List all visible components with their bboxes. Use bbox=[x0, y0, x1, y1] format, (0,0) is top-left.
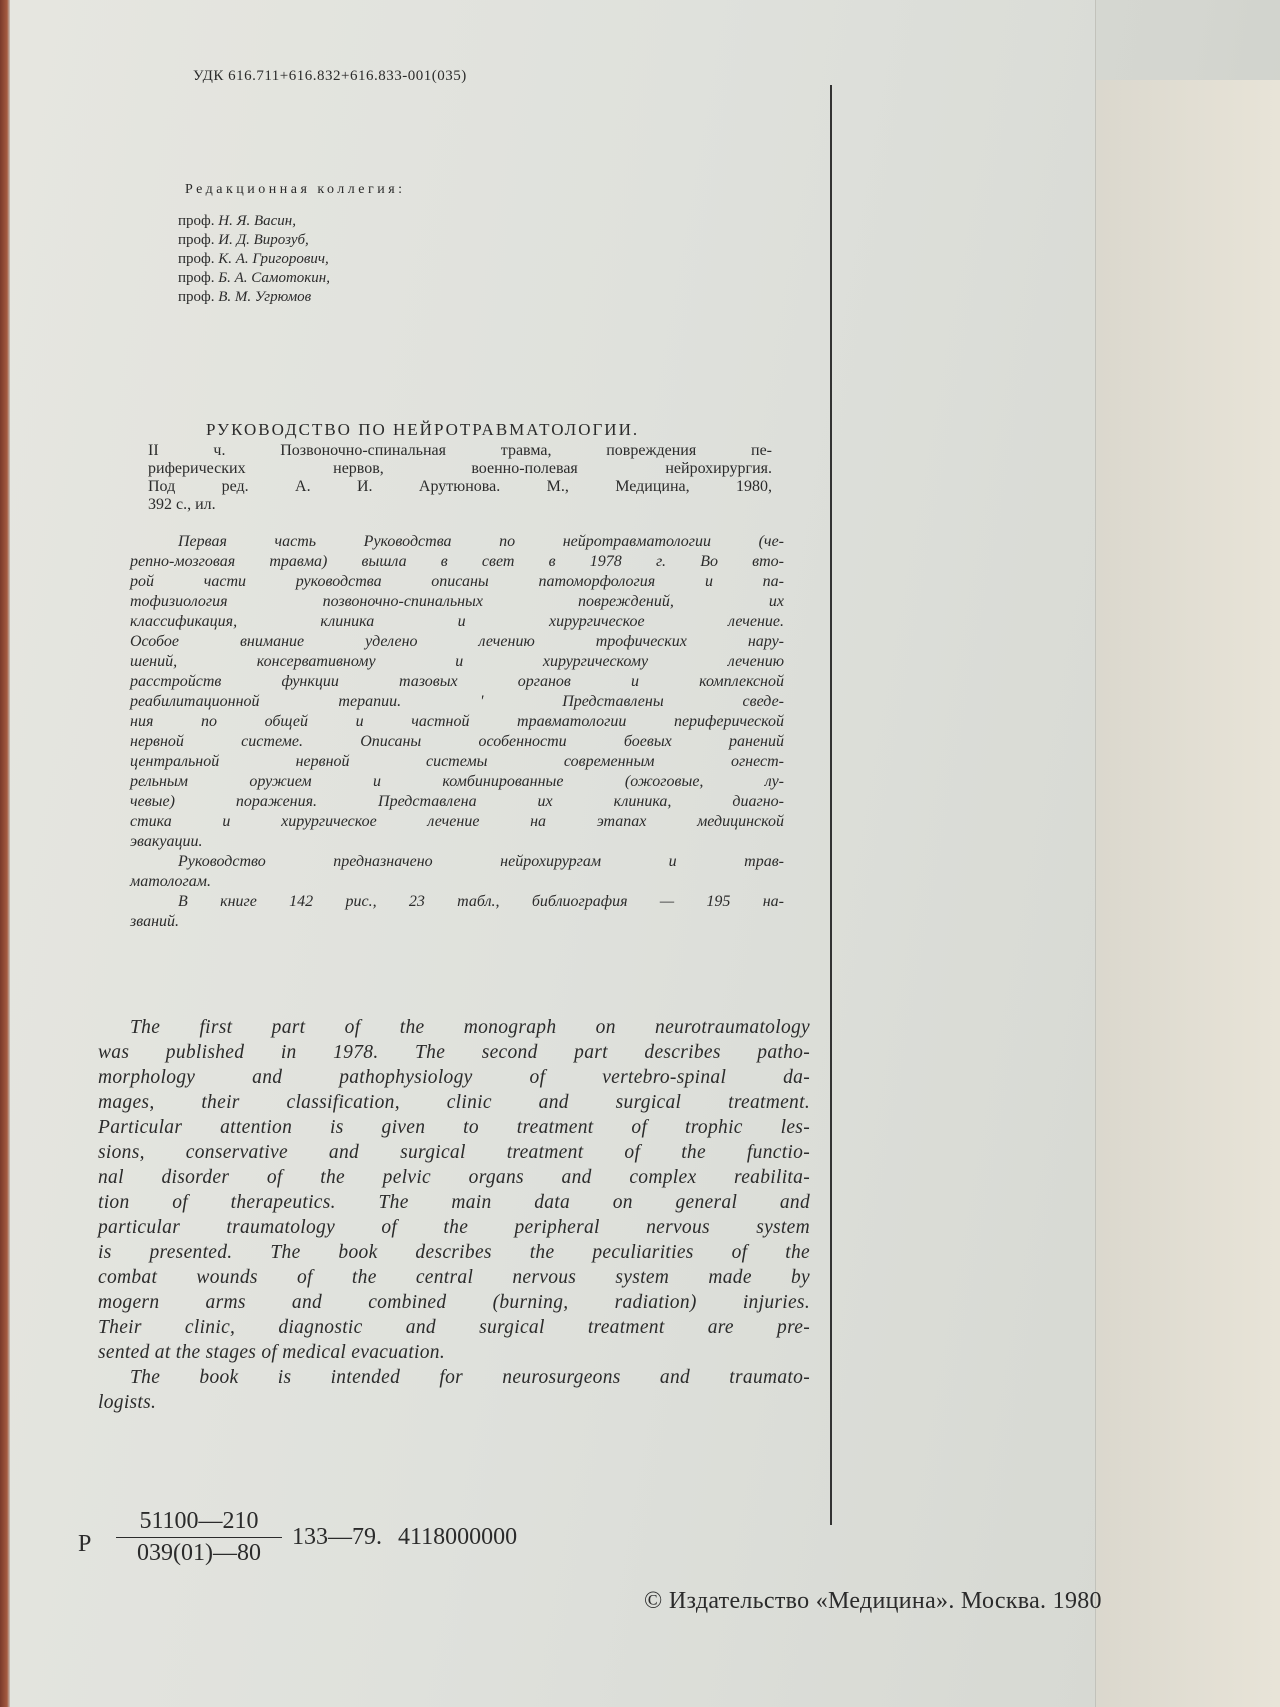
text-line: nal disorder of the pelvic organs and complex reabilita- bbox=[98, 1167, 810, 1188]
publisher-copyright: © Издательство «Медицина». Москва. 1980 bbox=[644, 1588, 1102, 1614]
text-line: званий. bbox=[130, 913, 180, 930]
cut-line bbox=[830, 85, 832, 1525]
text-line: Руководство предназначено нейрохирургам и трав- bbox=[178, 853, 784, 870]
board-member: проф. И. Д. Вирозуб, bbox=[178, 232, 309, 248]
text-line: morphology and pathophysiology of vertebro-spinal da- bbox=[98, 1067, 810, 1088]
text-line: Особое внимание уделено лечению трофических нару- bbox=[130, 633, 784, 650]
text-line: Первая часть Руководства по нейротравматологии (че- bbox=[178, 533, 784, 550]
text-line: эвакуации. bbox=[130, 833, 203, 850]
text-line: риферических нервов, военно-полевая нейрохирургия. bbox=[148, 460, 772, 477]
text-line: рельным оружием и комбинированные (ожоговые, лу- bbox=[130, 773, 784, 790]
text-line: классификация, клиника и хирургическое лечение. bbox=[130, 613, 784, 630]
text-line: нервной системе. Описаны особенности боевых ранений bbox=[130, 733, 784, 750]
board-member: проф. Н. Я. Васин, bbox=[178, 213, 296, 229]
text-line: Their clinic, diagnostic and surgical treatment are pre- bbox=[98, 1317, 810, 1338]
text-line: II ч. Позвоночно-спинальная травма, повреждения пе- bbox=[148, 442, 772, 459]
text-line: стика и хирургическое лечение на этапах медицинской bbox=[130, 813, 784, 830]
text-line: чевые) поражения. Представлена их клиника, диагно- bbox=[130, 793, 784, 810]
abstract-russian bbox=[130, 532, 784, 932]
text-line: тофизиология позвоночно-спинальных повреждений, их bbox=[130, 593, 784, 610]
text-line: particular traumatology of the peripheral nervous system bbox=[98, 1217, 810, 1238]
board-member: проф. Б. А. Самотокин, bbox=[178, 270, 330, 286]
book-title: РУКОВОДСТВО ПО НЕЙРОТРАВМАТОЛОГИИ. bbox=[206, 420, 640, 439]
text-line: репно-мозговая травма) вышла в свет в 1978 г. Во вто- bbox=[130, 553, 784, 570]
abstract-english bbox=[98, 1015, 810, 1415]
order-code: 133—79. bbox=[292, 1524, 382, 1550]
text-line: sions, conservative and surgical treatment of the functio- bbox=[98, 1142, 810, 1163]
text-line: Под ред. А. И. Арутюнова. М., Медицина, 1980, bbox=[148, 478, 772, 495]
adjacent-page bbox=[1070, 80, 1280, 1707]
text-line: was published in 1978. The second part describes patho- bbox=[98, 1042, 810, 1063]
code-numerator: 51100—210 bbox=[116, 1508, 282, 1538]
bibliographic-description bbox=[148, 442, 772, 514]
editorial-board-title: Редакционная коллегия: bbox=[185, 182, 406, 197]
code-order-number bbox=[292, 1524, 517, 1551]
text-line: mages, their classification, clinic and surgical treatment. bbox=[98, 1092, 810, 1113]
board-member: проф. К. А. Григорович, bbox=[178, 251, 329, 267]
text-line: 392 с., ил. bbox=[148, 496, 216, 513]
editorial-board-list bbox=[178, 212, 330, 307]
text-line: реабилитационной терапии. ' Представлены сведе- bbox=[130, 693, 784, 710]
text-line: расстройств функции тазовых органов и комплексной bbox=[130, 673, 784, 690]
text-line: центральной нервной системы современным огнест- bbox=[130, 753, 784, 770]
text-line: Particular attention is given to treatment of trophic les- bbox=[98, 1117, 810, 1138]
code-letter: Р bbox=[78, 1531, 92, 1557]
text-line: В книге 142 рис., 23 табл., библиография — 195 на- bbox=[178, 893, 784, 910]
udk-code: УДК 616.711+616.832+616.833-001(035) bbox=[193, 68, 467, 84]
code-denominator: 039(01)—80 bbox=[137, 1540, 261, 1566]
text-line: The first part of the monograph on neurotraumatology bbox=[130, 1017, 810, 1038]
text-line: шений, консервативному и хирургическому лечению bbox=[130, 653, 784, 670]
book-cover-edge bbox=[0, 0, 10, 1707]
text-line: sented at the stages of medical evacuation. bbox=[98, 1342, 446, 1363]
text-line: logists. bbox=[98, 1392, 157, 1413]
text-line: рой части руководства описаны патоморфология и па- bbox=[130, 573, 784, 590]
text-line: is presented. The book describes the peculiarities of the bbox=[98, 1242, 810, 1263]
board-member: проф. В. М. Угрюмов bbox=[178, 289, 312, 305]
text-line: tion of therapeutics. The main data on general and bbox=[98, 1192, 810, 1213]
text-line: The book is intended for neurosurgeons and traumato- bbox=[130, 1367, 810, 1388]
text-line: матологам. bbox=[130, 873, 211, 890]
text-line: mogern arms and combined (burning, radiation) injuries. bbox=[98, 1292, 810, 1313]
index-number: 4118000000 bbox=[398, 1524, 518, 1550]
text-line: ния по общей и частной травматологии периферической bbox=[130, 713, 784, 730]
text-line: combat wounds of the central nervous system made by bbox=[98, 1267, 810, 1288]
code-fraction bbox=[116, 1508, 282, 1567]
